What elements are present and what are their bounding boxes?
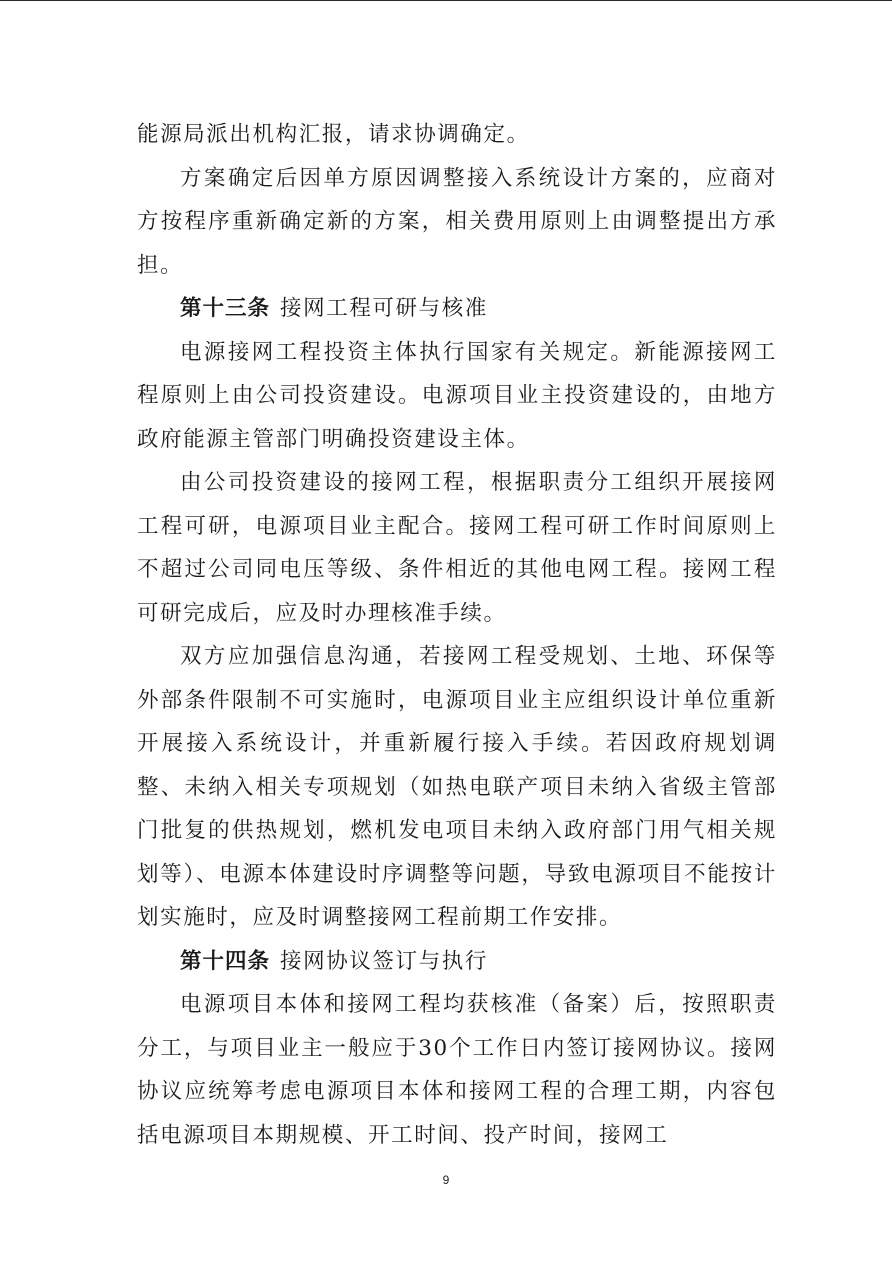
scheme-adjustment-paragraph: 方案确定后因单方原因调整接入系统设计方案的，应商对方按程序重新确定新的方案，相关费用原则上由调整提出方承担。 [137,165,777,278]
article-14-heading [137,940,777,984]
article-14-paragraph-1: 电源项目本体和接网工程均获核准（备案）后，按照职责分工，与项目业主一般应于30个工作日内签订接网协议。接网协议应统筹考虑电源项目本体和接网工程的合理工期，内容包括电源项目本期规模、开工时间、投产时间，接网工 [137,992,777,1148]
article-13-number: 第十三条 [180,296,271,321]
article-14-title: 接网协议签订与执行 [280,948,488,974]
article-13-paragraph-3: 双方应加强信息沟通，若接网工程受规划、土地、环保等外部条件限制不可实施时，电源项目业主应组织设计单位重新开展接入系统设计，并重新履行接入手续。若因政府规划调整、未纳入相关专项规划（如热电联产项目未纳入省级主管部门批复的供热规划，燃机发电项目未纳入政府部门用气相关规划等）、电源本体建设时序调整等问题，导致电源项目不能按计划实施时，应及时调整接网工程前期工作安排。 [137,644,777,930]
continuation-paragraph: 能源局派出机构汇报，请求协调确定。 [137,122,530,147]
article-13-heading [137,287,777,331]
article-13-paragraph-1: 电源接网工程投资主体执行国家有关规定。新能源接网工程原则上由公司投资建设。电源项目业主投资建设的，由地方政府能源主管部门明确投资建设主体。 [137,339,777,452]
page-number: 9 [442,1173,450,1187]
article-13-paragraph-2: 由公司投资建设的接网工程，根据职责分工组织开展接网工程可研，电源项目业主配合。接网工程可研工作时间原则上不超过公司同电压等级、条件相近的其他电网工程。接网工程可研完成后，应及时办理核准手续。 [137,470,777,626]
document-body [137,113,777,1157]
article-13-title: 接网工程可研与核准 [280,296,488,321]
article-14-number: 第十四条 [180,948,271,974]
